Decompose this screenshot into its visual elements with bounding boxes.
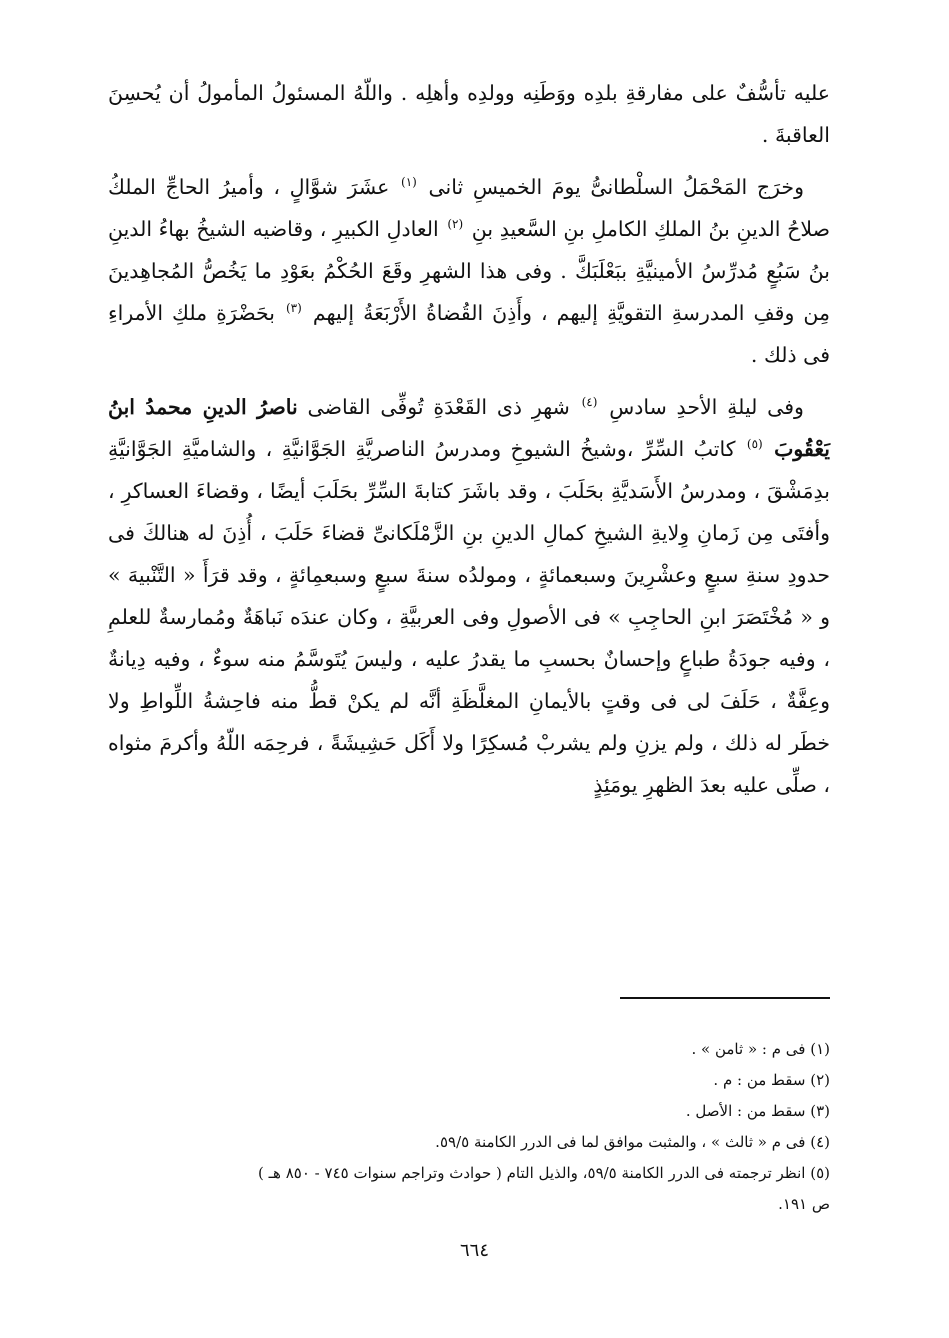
page-number: ٦٦٤ xyxy=(459,1240,489,1261)
page-body xyxy=(108,72,830,806)
footnotes xyxy=(108,1034,830,1220)
paragraph-2-part-c: العادلِ الكبيرِ ، وقاضيه الشيخُ بهاءُ الدينِ بنُ سَبُعٍ مُدرِّسُ الأمينيَّةِ ببَعْلَبَكَّ . وفى هذا الشهرِ وقَعَ الحُكْمُ بعَوْدِ ما يَخُصُّ المُجاهِدينَ مِن وقفِ المدرسةِ التقويَّةِ إليهم ، وأَذِنَ القُضاةُ الأَرْبَعَةُ إليهم xyxy=(108,217,830,325)
paragraph-3 xyxy=(108,386,830,806)
paragraph-1-text: عليه تأسُّفٌ على مفارقةِ بلدِه ووَطَنِه وولدِه وأهلِه . واللّهُ المسئولُ المأمولُ أن يُحسِنَ العاقبةَ . xyxy=(108,81,830,147)
footnote-ref-5[interactable]: (٥) xyxy=(746,437,763,452)
footnote-1: (١) فى م : « ثامن » . xyxy=(691,1040,830,1058)
paragraph-3-part-a: وفى ليلةِ الأحدِ سادسِ xyxy=(609,395,804,419)
paragraph-2 xyxy=(108,166,830,376)
footnote-ref-2[interactable]: (٢) xyxy=(447,217,464,232)
footnote-3: (٣) سقط من : الأصل . xyxy=(685,1102,830,1120)
footnote-4: (٤) فى م « ثالث » ، والمثبت موافق لما فى الدرر الكامنة ٥٩/٥. xyxy=(435,1133,830,1151)
paragraph-3-part-b: شهرِ ذى القَعْدَةِ تُوفِّى القاضى xyxy=(307,395,570,419)
paragraph-2-part-d: بحَضْرَةِ ملكِ الأمراءِ فى ذلك . xyxy=(108,301,830,367)
paragraph-2-part-b: عشَرَ شوَّالٍ ، وأميرُ الحاجِّ الملكُ صلاحُ الدينِ بنُ الملكِ الكاملِ بنِ السَّعيدِ بنِ xyxy=(108,175,830,241)
footnote-separator xyxy=(620,997,830,999)
footnote-ref-4[interactable]: (٤) xyxy=(581,395,598,410)
footnote-2: (٢) سقط من : م . xyxy=(713,1071,830,1089)
paragraph-3-part-c: كاتبُ السِّرِّ ،وشيخُ الشيوخِ ومدرسُ الناصريَّةِ الجَوَّانيَّةِ ، والشاميَّةِ الجَوَّانيَّةِ بدِمَشْقَ ، ومدرسُ الأَسَديَّةِ بحَلَبَ ، وقد باشَرَ كتابةَ السِّرِّ بحَلَبَ أيضًا ، وقضاءَ العساكرِ ، وأفتَى مِن زَمانِ وِلايةِ الشيخِ كمالِ الدينِ بنِ الزَّمْلَكانىِّ قضاءَ حَلَبَ ، أُذِنَ له هنالكَ فى حدودِ سنةِ سبعٍ وعشْرِينَ وسبعمائةٍ ، ومولدُه سنةَ سبعٍ وسبعمِائةٍ ، وقد قرَأَ « التَّنْبيهَ » و « مُخْتَصَرَ ابنِ الحاجِبِ » فى الأصولِ وفى العربيَّةِ ، وكان عندَه نَباهَةٌ ومُمارسةٌ للعلمِ ، وفيه جودَةُ طباعٍ وإحسانٌ بحسبِ ما يقدرُ عليه ، وليسَ يُتَوسَّمُ منه سوءٌ ، وفيه دِيانةٌ وعِفَّةٌ ، حَلَفَ لى فى وقتٍ بالأيمانِ المغلَّظَةِ أنَّه لم يكنْ قطُّ منه فاحِشةُ اللِّواطِ ولا خطَر له ذلك ، ولم يزنِ ولم يشربْ مُسكِرًا ولا أَكَل حَشِيشَةً ، فرحِمَه اللّهُ وأكرمَ مثواه ، صلِّى عليه بعدَ الظهرِ يومَئِذٍ xyxy=(108,437,830,797)
paragraph-1 xyxy=(108,72,830,156)
person-name: ناصرُ الدينِ محمدُ ابنُ يَعْقُوبَ xyxy=(108,395,830,461)
footnote-ref-1[interactable]: (١) xyxy=(401,175,417,190)
paragraph-2-part-a: وخرَج المَحْمَلُ السلْطانىُّ يومَ الخميسِ ثانى xyxy=(428,175,804,199)
footnote-5: (٥) انظر ترجمته فى الدرر الكامنة ٥٩/٥، والذيل التام ( حوادث وتراجم سنوات ٧٤٥ - ٨٥٠ هـ ) xyxy=(258,1164,830,1182)
footnote-5-continuation: ص ١٩١. xyxy=(778,1195,830,1213)
footnote-ref-3[interactable]: (٣) xyxy=(285,301,302,316)
